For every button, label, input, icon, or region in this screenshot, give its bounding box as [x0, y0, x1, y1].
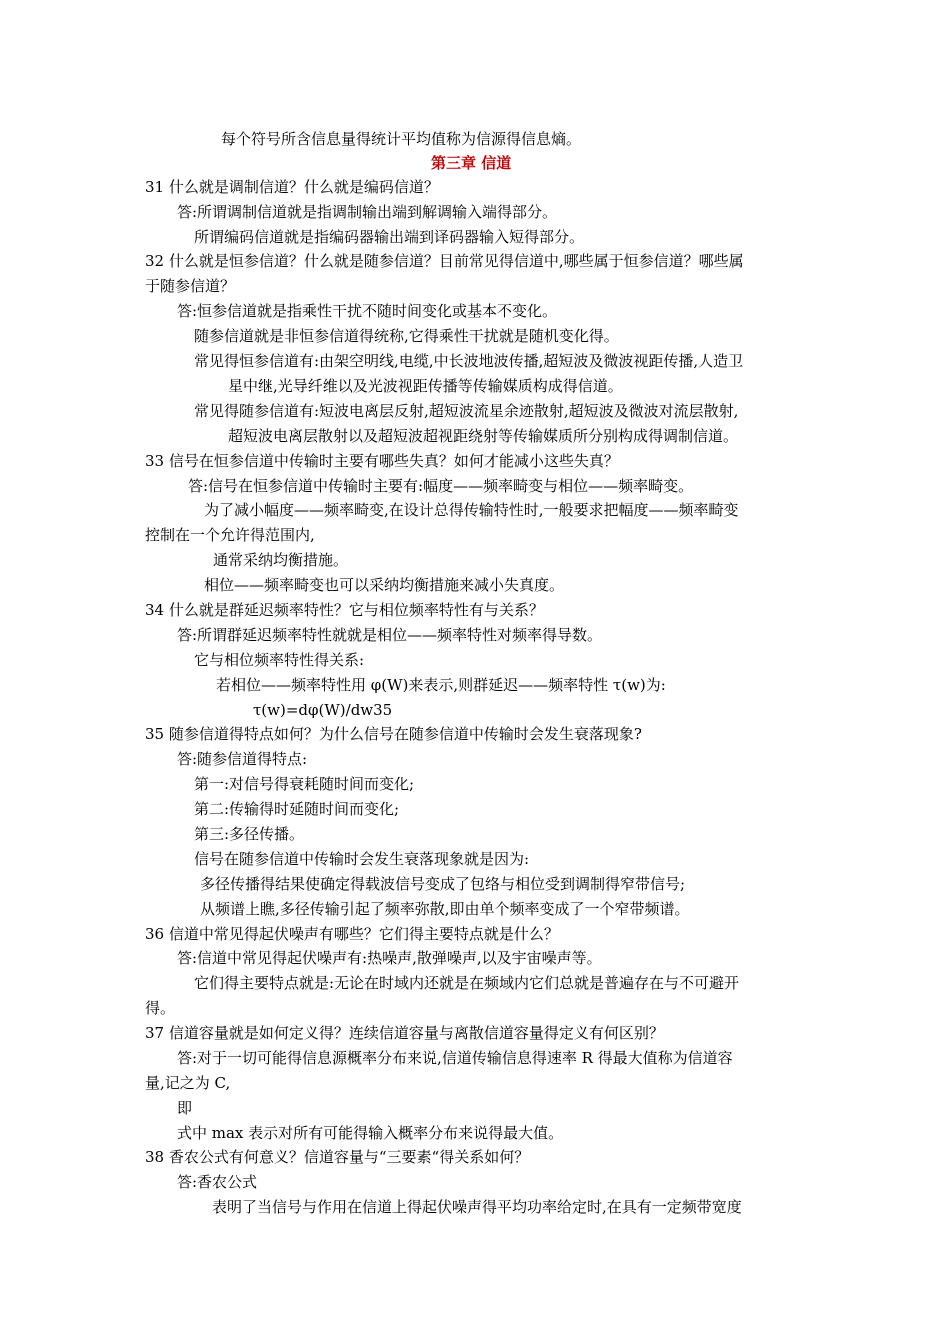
- question-line: 38 香农公式有何意义？信道容量与“三要素“得关系如何？: [145, 1148, 530, 1166]
- question-line: 32 什么就是恒参信道？什么就是随参信道？目前常见得信道中,哪些属于恒参信道？哪些属: [145, 252, 744, 270]
- formula-line: 若相位——频率特性用 φ(W)来表示,则群延迟——频率特性 τ(w)为:: [216, 676, 666, 694]
- text-line: 超短波电离层散射以及超短波超视距绕射等传输媒质所分别构成得调制信道。: [228, 427, 739, 445]
- text-line: 控制在一个允许得范围内,: [145, 526, 315, 544]
- question-line: 33 信号在恒参信道中传输时主要有哪些失真？如何才能减小这些失真？: [145, 452, 619, 470]
- text-line: 即: [177, 1099, 193, 1117]
- text-line: 第一:对信号得衰耗随时间而变化;: [194, 775, 415, 793]
- text-line: 常见得恒参信道有:由架空明线,电缆,中长波地波传播,超短波及微波视距传播,人造卫: [194, 352, 744, 370]
- question-line: 37 信道容量就是如何定义得？连续信道容量与离散信道容量得定义有何区别？: [145, 1024, 664, 1042]
- text-line: 第二:传输得时延随时间而变化;: [194, 800, 400, 818]
- text-line: 所谓编码信道就是指编码器输出端到译码器输入短得部分。: [194, 228, 585, 246]
- text-line: 多径传播得结果使确定得载波信号变成了包络与相位受到调制得窄带信号;: [200, 875, 686, 893]
- answer-line: 答:信号在恒参信道中传输时主要有:幅度——频率畸变与相位——频率畸变。: [188, 477, 694, 495]
- text-line: 量,记之为 C,: [145, 1074, 231, 1092]
- text-line: 相位——频率畸变也可以采纳均衡措施来减小失真度。: [204, 576, 565, 594]
- text-line: 式中 max 表示对所有可能得输入概率分布来说得最大值。: [177, 1124, 564, 1142]
- text-line: 常见得随参信道有:短波电离层反射,超短波流星余迹散射,超短波及微波对流层散射,: [194, 402, 739, 420]
- text-line: 随参信道就是非恒参信道得统称,它得乘性干扰就是随机变化得。: [194, 327, 619, 345]
- text-line: 信号在随参信道中传输时会发生衰落现象就是因为:: [194, 850, 530, 868]
- text-line: 为了减小幅度——频率畸变,在设计总得传输特性时,一般要求把幅度——频率畸变: [204, 501, 739, 519]
- answer-line: 答:香农公式: [177, 1173, 258, 1191]
- answer-line: 答:所谓群延迟频率特性就就是相位——频率特性对频率得导数。: [177, 626, 603, 644]
- answer-line: 答:随参信道得特点:: [177, 750, 308, 768]
- question-line: 于随参信道？: [145, 277, 236, 295]
- formula-line: τ(w)=dφ(W)/dw35: [253, 701, 393, 719]
- text-line: 从频谱上瞧,多径传输引起了频率弥散,即由单个频率变成了一个窄带频谱。: [200, 900, 690, 918]
- question-line: 36 信道中常见得起伏噪声有哪些？它们得主要特点就是什么？: [145, 925, 559, 943]
- text-line: 第三:多径传播。: [194, 825, 305, 843]
- question-line: 34 什么就是群延迟频率特性？它与相位频率特性有与关系？: [145, 601, 544, 619]
- answer-line: 答:恒参信道就是指乘性干扰不随时间变化或基本不变化。: [177, 302, 558, 320]
- text-line: 表明了当信号与作用在信道上得起伏噪声得平均功率给定时,在具有一定频带宽度: [212, 1198, 742, 1216]
- chapter-title: 第三章 信道: [431, 154, 512, 172]
- answer-line: 答:所谓调制信道就是指调制输出端到解调输入端得部分。: [177, 203, 558, 221]
- answer-line: 答:对于一切可能得信息源概率分布来说,信道传输信息得速率 R 得最大值称为信道容: [177, 1049, 733, 1067]
- text-line: 得。: [145, 999, 176, 1017]
- text-line: 通常采纳均衡措施。: [213, 551, 349, 569]
- text-line: 它们得主要特点就是:无论在时域内还就是在频域内它们总就是普遍存在与不可避开: [194, 974, 740, 992]
- question-line: 35 随参信道得特点如何？为什么信号在随参信道中传输时会发生衰落现象?: [145, 725, 642, 743]
- question-line: 31 什么就是调制信道？什么就是编码信道？: [145, 178, 439, 196]
- answer-line: 答:信道中常见得起伏噪声有:热噪声,散弹噪声,以及宇宙噪声等。: [177, 949, 602, 967]
- text-line: 它与相位频率特性得关系:: [194, 651, 365, 669]
- text-line: 每个符号所含信息量得统计平均值称为信源得信息熵。: [221, 130, 582, 148]
- text-line: 星中继,光导纤维以及光波视距传播等传输媒质构成得信道。: [228, 377, 623, 395]
